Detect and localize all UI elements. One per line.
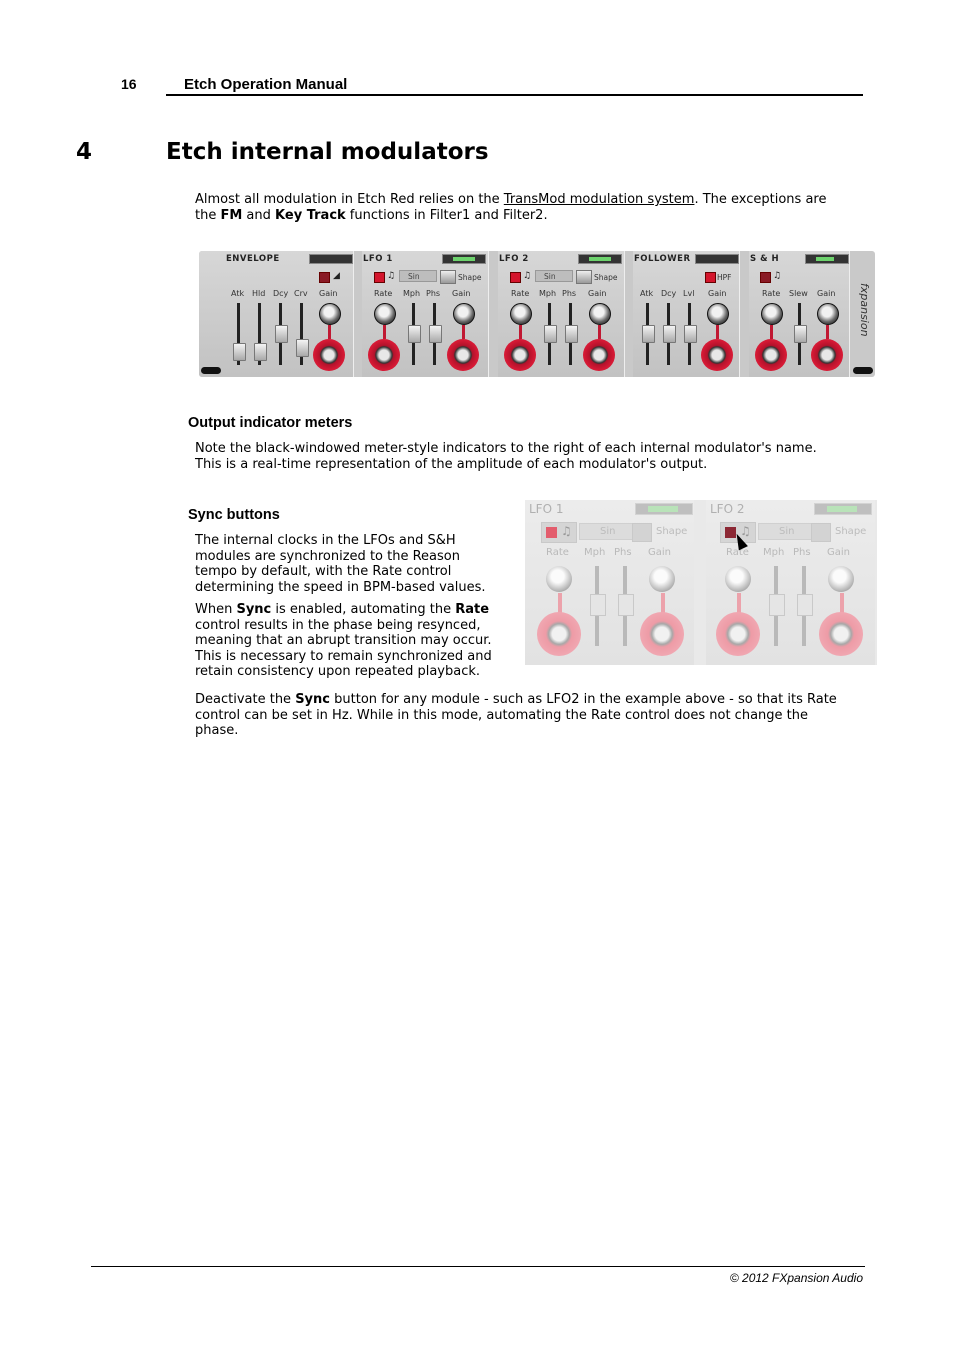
control-label: Rate: [546, 547, 569, 558]
mod-link: [598, 325, 601, 339]
shape-dropdown[interactable]: Sin: [399, 270, 437, 282]
control-label: Mph: [763, 547, 785, 558]
output-meters-paragraph: Note the black-windowed meter-style indicators to the right of each internal modulator's name. This is a real-time representation of the amplitude of each modulator's output.: [195, 441, 817, 472]
control-label: Hld: [252, 289, 266, 298]
crv-slider[interactable]: [300, 303, 303, 365]
fxpansion-logo: fxpansion: [858, 283, 871, 337]
gain-knob[interactable]: [828, 566, 854, 592]
output-meter: [695, 254, 739, 264]
control-label: Rate: [726, 547, 749, 558]
gain-mod-knob[interactable]: [583, 339, 615, 371]
dcy-slider[interactable]: [667, 303, 670, 365]
module-title: S & H: [750, 254, 780, 264]
gain-knob[interactable]: [817, 303, 839, 325]
lfo2-module: [498, 251, 625, 377]
note-icon: ♫: [773, 271, 782, 281]
shape-dropdown[interactable]: Sin: [758, 523, 828, 540]
control-label: Mph: [584, 547, 606, 558]
slider-cap[interactable]: [254, 343, 267, 361]
shape-dropdown[interactable]: Sin: [535, 270, 573, 282]
sync-paragraph-1: The internal clocks in the LFOs and S&H modules are synchronized to the Reason tempo by default, with the Rate control determining the speed in BPM-based values.: [195, 533, 486, 595]
phs-slider[interactable]: [802, 566, 806, 646]
shape-dropdown-button[interactable]: [576, 270, 592, 284]
sync-paragraph-2: When Sync is enabled, automating the Rate control results in the phase being resynced, meaning that an abrupt transition may occur. This is necessary to remain synchronized and retain consistency upon repeated playback.: [195, 602, 492, 680]
intro-paragraph: Almost all modulation in Etch Red relies on the TransMod modulation system. The exceptions are the FM and Key Track functions in Filter1 and Filter2.: [195, 192, 827, 223]
rate-mod-knob[interactable]: [755, 339, 787, 371]
note-icon: ♫: [387, 271, 396, 281]
mod-link: [328, 325, 331, 339]
control-label: Gain: [708, 289, 727, 298]
output-meters-heading: Output indicator meters: [188, 415, 353, 431]
sync-button[interactable]: [510, 272, 521, 283]
control-label: Mph: [539, 289, 557, 298]
control-label: Rate: [511, 289, 530, 298]
control-label: Phs: [426, 289, 441, 298]
control-label: Gain: [588, 289, 607, 298]
control-label: Phs: [793, 547, 811, 558]
sync-button[interactable]: [374, 272, 385, 283]
envelope-toggle-button[interactable]: [319, 272, 330, 283]
envelope-curve-icon: ◢: [333, 271, 340, 281]
control-label: Phs: [614, 547, 632, 558]
rate-knob[interactable]: [725, 566, 751, 592]
shape-dropdown-button[interactable]: [632, 523, 652, 542]
control-label: Dcy: [661, 289, 677, 298]
gain-mod-knob[interactable]: [447, 339, 479, 371]
rate-knob[interactable]: [510, 303, 532, 325]
control-label: Gain: [827, 547, 850, 558]
control-label: Crv: [294, 289, 308, 298]
lvl-slider[interactable]: [688, 303, 691, 365]
mod-link: [826, 325, 829, 339]
meter-fill: [816, 257, 834, 261]
mod-amount-knob[interactable]: [313, 339, 345, 371]
module-title: LFO 1: [529, 502, 564, 516]
mod-link: [558, 593, 562, 613]
slider-cap[interactable]: [590, 594, 606, 616]
module-title: FOLLOWER: [634, 254, 691, 264]
note-icon: ♫: [561, 524, 572, 538]
slew-slider[interactable]: [798, 303, 801, 365]
dcy-slider[interactable]: [279, 303, 282, 365]
output-meter: [442, 254, 486, 264]
gain-mod-knob[interactable]: [819, 612, 863, 656]
sync-example-image: [525, 500, 877, 665]
slider-cap[interactable]: [663, 325, 676, 343]
mod-link: [770, 325, 773, 339]
phs-slider[interactable]: [569, 303, 572, 365]
inset-lfo1: [525, 500, 694, 665]
module-title: LFO 1: [363, 254, 393, 264]
modulator-panel: [199, 251, 875, 377]
mph-slider[interactable]: [548, 303, 551, 365]
shape-label: Shape: [458, 273, 482, 282]
gain-mod-knob[interactable]: [811, 339, 843, 371]
mph-slider[interactable]: [774, 566, 778, 646]
slider-cap[interactable]: [233, 343, 246, 361]
transmod-link[interactable]: TransMod modulation system: [503, 192, 695, 207]
control-label: Slew: [789, 289, 808, 298]
slider-cap[interactable]: [544, 325, 557, 343]
gain-mod-knob[interactable]: [640, 612, 684, 656]
chapter-title: Etch internal modulators: [166, 139, 489, 165]
phs-slider[interactable]: [623, 566, 627, 646]
gain-knob[interactable]: [319, 303, 341, 325]
control-label: Atk: [231, 289, 245, 298]
module-title: LFO 2: [499, 254, 529, 264]
sync-heading: Sync buttons: [188, 507, 280, 523]
output-meter: [805, 254, 849, 264]
meter-fill: [827, 506, 857, 512]
shape-label: Shape: [594, 273, 618, 282]
mod-link: [716, 325, 719, 339]
output-meter: [578, 254, 622, 264]
control-label: Phs: [562, 289, 577, 298]
meter-fill: [453, 257, 475, 261]
sync-button[interactable]: [541, 522, 577, 543]
shape-dropdown-button[interactable]: [811, 523, 831, 542]
follower-module: [633, 251, 740, 377]
link-icon: [201, 367, 221, 374]
inset-lfo2: [706, 500, 875, 665]
gain-knob[interactable]: [453, 303, 475, 325]
mod-link: [383, 325, 386, 339]
control-label: Dcy: [273, 289, 289, 298]
meter-fill: [589, 257, 611, 261]
control-label: Rate: [762, 289, 781, 298]
atk-slider[interactable]: [646, 303, 649, 365]
phs-slider[interactable]: [433, 303, 436, 365]
control-label: Lvl: [683, 289, 695, 298]
mod-link: [737, 593, 741, 613]
footer-rule: [91, 1266, 865, 1267]
slider-cap[interactable]: [429, 325, 442, 343]
shape-label: Shape: [835, 526, 867, 537]
slider-cap[interactable]: [565, 325, 578, 343]
shape-dropdown-button[interactable]: [440, 270, 456, 284]
rate-knob[interactable]: [761, 303, 783, 325]
gain-knob[interactable]: [589, 303, 611, 325]
mod-link: [661, 593, 665, 613]
meter-fill: [648, 506, 678, 512]
deactivate-paragraph: Deactivate the Sync button for any module - such as LFO2 in the example above - so that its Rate control can be set in Hz. While in this mode, automating the Rate control does not change the phase.: [195, 692, 837, 739]
chapter-number: 4: [76, 139, 93, 165]
slider-cap[interactable]: [769, 594, 785, 616]
output-meter: [309, 254, 353, 264]
hld-slider[interactable]: [258, 303, 261, 365]
shape-dropdown[interactable]: Sin: [579, 523, 649, 540]
rate-mod-knob[interactable]: [716, 612, 760, 656]
shape-label: Shape: [656, 526, 688, 537]
hpf-button[interactable]: [705, 272, 716, 283]
page-number: 16: [121, 76, 137, 92]
gain-knob[interactable]: [649, 566, 675, 592]
control-label: Gain: [319, 289, 338, 298]
rate-mod-knob[interactable]: [504, 339, 536, 371]
rate-mod-knob[interactable]: [537, 612, 581, 656]
rate-knob[interactable]: [374, 303, 396, 325]
control-label: Gain: [648, 547, 671, 558]
control-label: Gain: [817, 289, 836, 298]
mod-link: [840, 593, 844, 613]
slider-cap[interactable]: [794, 325, 807, 343]
output-meter: [814, 503, 872, 515]
control-label: Mph: [403, 289, 421, 298]
slider-cap[interactable]: [408, 325, 421, 343]
mod-link: [519, 325, 522, 339]
slider-cap[interactable]: [684, 325, 697, 343]
control-label: Rate: [374, 289, 393, 298]
slider-cap[interactable]: [275, 325, 288, 343]
footer-copyright: © 2012 FXpansion Audio: [729, 1271, 863, 1285]
sync-button[interactable]: [760, 272, 771, 283]
module-title: LFO 2: [710, 502, 745, 516]
rate-mod-knob[interactable]: [368, 339, 400, 371]
mph-slider[interactable]: [412, 303, 415, 365]
link-icon: [853, 367, 873, 374]
lfo1-module: [362, 251, 489, 377]
control-label: Gain: [452, 289, 471, 298]
mph-slider[interactable]: [595, 566, 599, 646]
module-title: ENVELOPE: [226, 254, 280, 264]
manual-title: Etch Operation Manual: [184, 76, 348, 93]
sync-indicator: [546, 527, 557, 538]
sample-hold-module: [749, 251, 850, 377]
header-rule: [166, 94, 863, 96]
gain-mod-knob[interactable]: [701, 339, 733, 371]
mod-link: [462, 325, 465, 339]
note-icon: ♫: [523, 271, 532, 281]
control-label: Atk: [640, 289, 654, 298]
slider-cap[interactable]: [618, 594, 634, 616]
hpf-label: HPF: [717, 273, 732, 282]
slider-cap[interactable]: [797, 594, 813, 616]
gain-knob[interactable]: [707, 303, 729, 325]
envelope-module: [199, 251, 354, 377]
slider-cap[interactable]: [642, 325, 655, 343]
output-meter: [635, 503, 693, 515]
atk-slider[interactable]: [237, 303, 240, 365]
rate-knob[interactable]: [546, 566, 572, 592]
note-icon: ♫: [740, 524, 751, 538]
slider-cap[interactable]: [296, 339, 309, 357]
